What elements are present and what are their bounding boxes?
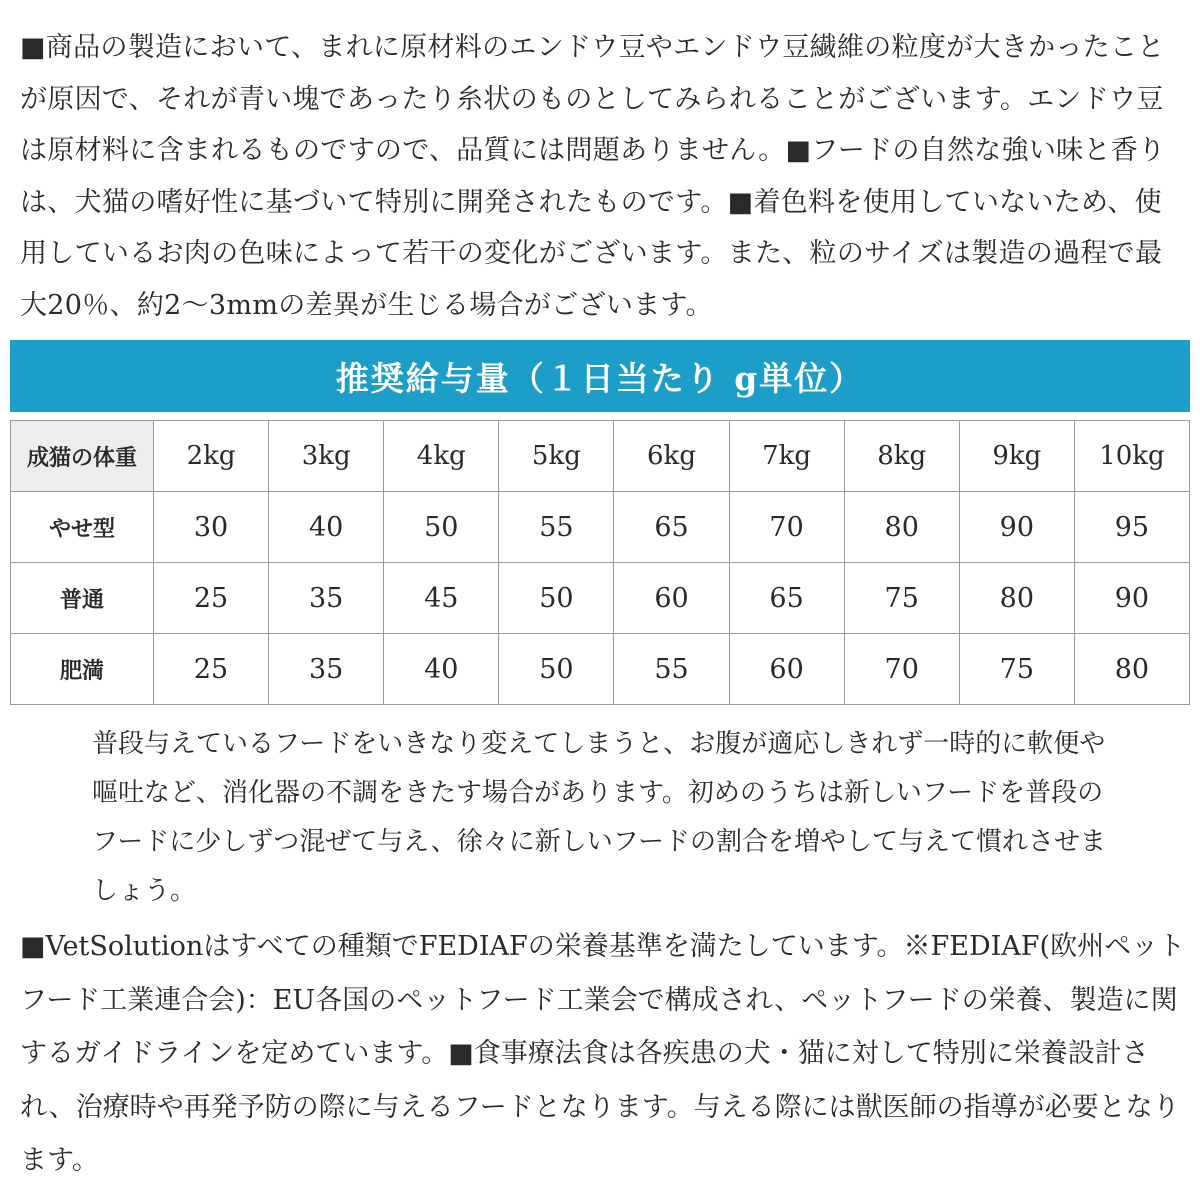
weight-header-cell: 3kg	[269, 421, 384, 492]
table-cell: 90	[959, 492, 1074, 563]
table-cell: 70	[844, 634, 959, 705]
table-cell: 90	[1074, 563, 1189, 634]
table-cell: 60	[614, 563, 729, 634]
weight-column-header: 成猫の体重	[11, 421, 154, 492]
table-cell: 25	[154, 634, 269, 705]
table-cell: 75	[844, 563, 959, 634]
table-cell: 65	[729, 563, 844, 634]
table-cell: 95	[1074, 492, 1189, 563]
table-row	[11, 563, 1190, 634]
table-row	[11, 634, 1190, 705]
table-cell: 80	[959, 563, 1074, 634]
table-cell: 55	[614, 634, 729, 705]
table-cell: 55	[499, 492, 614, 563]
food-transition-note: 普段与えているフードをいきなり変えてしまうと、お腹が適応しきれず一時的に軟便や嘔吐など、消化器の不調をきたす場合があります。初めのうちは新しいフードを普段のフードに少しずつ混ぜて与え、徐々に新しいフードの割合を増やして与えて慣れさせましょう。	[92, 729, 1107, 906]
weight-header-cell: 4kg	[384, 421, 499, 492]
table-cell: 80	[1074, 634, 1189, 705]
weight-header-cell: 9kg	[959, 421, 1074, 492]
feeding-amount-title-banner: 推奨給与量（１日当たり g単位）	[10, 340, 1190, 412]
table-cell: 25	[154, 563, 269, 634]
table-cell: 65	[614, 492, 729, 563]
table-cell: 45	[384, 563, 499, 634]
weight-header-cell: 2kg	[154, 421, 269, 492]
table-cell: 60	[729, 634, 844, 705]
nutrition-standards-paragraph: ■VetSolutionはすべての種類でFEDIAFの栄養基準を満たしています。※FEDIAF(欧州ペットフード工業連合会)：EU各国のペットフード工業会で構成され、ペットフードの栄養、製造に関するガイドラインを定めています。■食事療法食は各疾患の犬・猫に対して特別に栄養設計され、治療時や再発予防の際に与えるフードとなります。与える際には獣医師の指導が必要となります。	[20, 931, 1186, 1176]
weight-header-cell: 7kg	[729, 421, 844, 492]
table-cell: 35	[269, 563, 384, 634]
table-cell: 50	[384, 492, 499, 563]
table-header-row	[11, 421, 1190, 492]
feeding-amount-table	[10, 420, 1190, 705]
row-label-thin: やせ型	[11, 492, 154, 563]
table-cell: 70	[729, 492, 844, 563]
table-cell: 50	[499, 634, 614, 705]
table-row	[11, 492, 1190, 563]
table-cell: 30	[154, 492, 269, 563]
table-cell: 75	[959, 634, 1074, 705]
product-notes-paragraph: ■商品の製造において、まれに原材料のエンドウ豆やエンドウ豆繊維の粒度が大きかったことが原因で、それが青い塊であったり糸状のものとしてみられることがございます。エンドウ豆は原材料に含まれるものですので、品質には問題ありません。■フードの自然な強い味と香りは、犬猫の嗜好性に基づいて特別に開発されたものです。■着色料を使用していないため、使用しているお肉の色味によって若干の変化がございます。また、粒のサイズは製造の過程で最大20％、約2〜3mmの差異が生じる場合がございます。	[20, 32, 1166, 321]
table-cell: 50	[499, 563, 614, 634]
table-cell: 40	[384, 634, 499, 705]
weight-header-cell: 10kg	[1074, 421, 1189, 492]
table-cell: 80	[844, 492, 959, 563]
weight-header-cell: 8kg	[844, 421, 959, 492]
weight-header-cell: 5kg	[499, 421, 614, 492]
table-cell: 35	[269, 634, 384, 705]
row-label-obese: 肥満	[11, 634, 154, 705]
weight-header-cell: 6kg	[614, 421, 729, 492]
row-label-normal: 普通	[11, 563, 154, 634]
table-cell: 40	[269, 492, 384, 563]
